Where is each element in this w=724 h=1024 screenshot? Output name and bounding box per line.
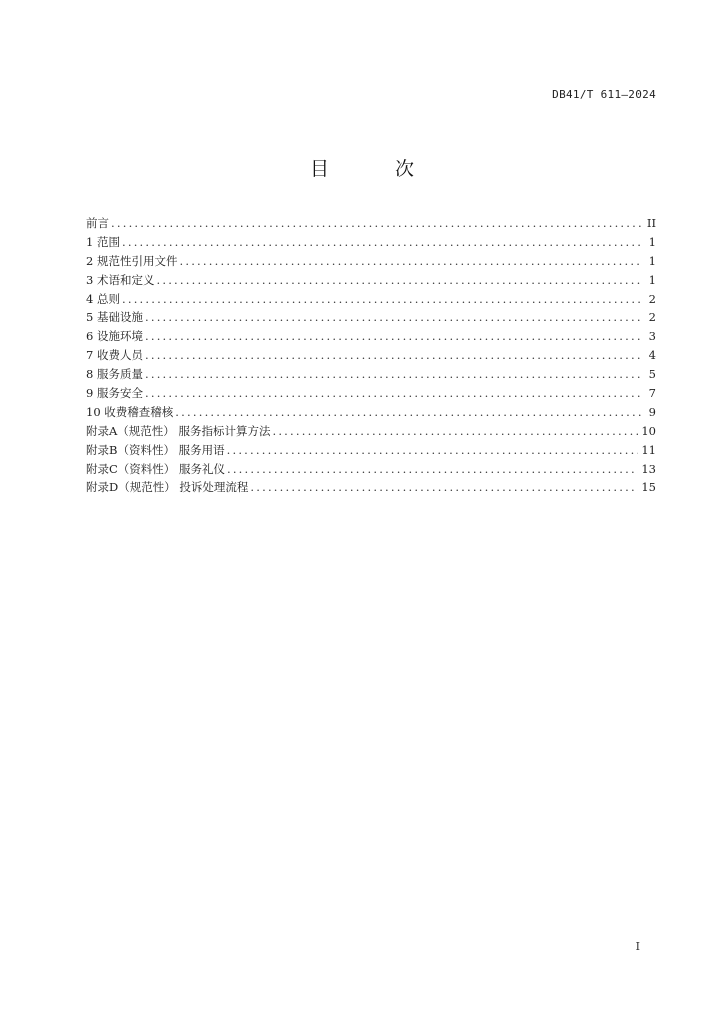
toc-entry-label: 附录B（资料性） 服务用语 [86, 442, 225, 457]
toc-entry-label: 6 设施环境 [86, 329, 143, 344]
toc-leader-dots [175, 403, 643, 422]
toc-entry-label: 10 收费稽查稽核 [86, 404, 174, 419]
toc-entry[interactable] [86, 308, 656, 327]
page-number: I [635, 940, 640, 953]
toc-entry[interactable] [86, 290, 656, 309]
toc-entry[interactable] [86, 214, 656, 233]
toc-entry-page: 3 [648, 329, 656, 344]
toc-leader-dots [145, 327, 643, 346]
toc-entry-page: 11 [641, 442, 656, 457]
toc-entry-label: 附录D（规范性） 投诉处理流程 [86, 480, 249, 495]
toc-entry-page: 1 [648, 234, 656, 249]
toc-entry-page: 4 [648, 348, 656, 363]
toc-entry[interactable] [86, 441, 656, 460]
toc-entry-label: 3 术语和定义 [86, 272, 155, 287]
toc-entry-page: II [646, 216, 656, 230]
toc-entry-page: 2 [648, 310, 656, 325]
toc-entry-page: 5 [648, 367, 656, 382]
toc-entry-label: 附录C（资料性） 服务礼仪 [86, 461, 225, 476]
toc-leader-dots [111, 214, 643, 233]
toc-entry[interactable] [86, 460, 656, 479]
toc-entry-label: 1 范围 [86, 234, 120, 249]
toc-leader-dots [122, 290, 643, 309]
toc-entry-label: 4 总则 [86, 291, 120, 306]
toc-leader-dots [250, 478, 638, 497]
toc-leader-dots [145, 384, 643, 403]
toc-entry-label: 8 服务质量 [86, 367, 143, 382]
toc-leader-dots [145, 365, 643, 384]
table-of-contents [86, 214, 656, 497]
toc-entry[interactable] [86, 384, 656, 403]
toc-entry-page: 10 [641, 423, 656, 438]
toc-entry-label: 5 基础设施 [86, 310, 143, 325]
toc-entry-page: 1 [648, 272, 656, 287]
toc-entry[interactable] [86, 252, 656, 271]
toc-entry[interactable] [86, 271, 656, 290]
document-code: DB41/T 611—2024 [552, 88, 656, 101]
toc-entry-label: 前言 [86, 216, 109, 230]
toc-entry-page: 15 [641, 480, 656, 495]
toc-entry[interactable] [86, 403, 656, 422]
toc-entry[interactable] [86, 233, 656, 252]
toc-entry[interactable] [86, 422, 656, 441]
toc-leader-dots [122, 233, 643, 252]
toc-entry-label: 附录A（规范性） 服务指标计算方法 [86, 423, 271, 438]
toc-entry-page: 1 [648, 253, 656, 268]
toc-entry-page: 7 [648, 386, 656, 401]
toc-leader-dots [227, 460, 638, 479]
toc-leader-dots [156, 271, 643, 290]
toc-leader-dots [145, 346, 643, 365]
toc-entry-page: 13 [641, 461, 656, 476]
toc-leader-dots [227, 441, 639, 460]
toc-entry[interactable] [86, 365, 656, 384]
toc-entry-label: 2 规范性引用文件 [86, 253, 178, 268]
toc-entry[interactable] [86, 478, 656, 497]
toc-leader-dots [179, 252, 643, 271]
toc-leader-dots [145, 308, 643, 327]
toc-entry-page: 9 [648, 404, 656, 419]
toc-entry-label: 7 收费人员 [86, 348, 143, 363]
toc-title: 目 次 [309, 158, 445, 180]
toc-entry[interactable] [86, 327, 656, 346]
toc-leader-dots [272, 422, 638, 441]
toc-entry[interactable] [86, 346, 656, 365]
toc-entry-page: 2 [648, 291, 656, 306]
toc-entry-label: 9 服务安全 [86, 386, 143, 401]
